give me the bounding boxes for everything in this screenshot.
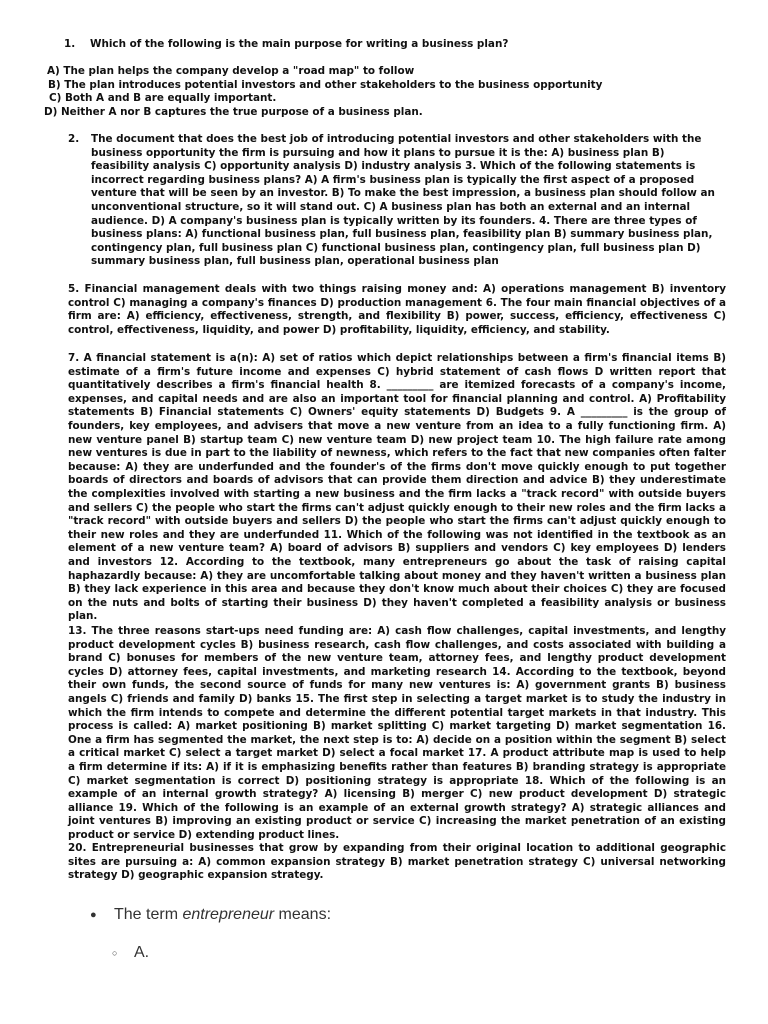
bullet-text-after: means:: [274, 906, 332, 923]
question-1-options: [44, 65, 602, 119]
question-2: [66, 133, 726, 269]
question-1: [64, 38, 508, 51]
question-number: 2.: [68, 133, 80, 145]
paragraph-q13: 13. The three reasons start-ups need funding are: A) cash flow challenges, capital investments, and lengthy product development cycles B) business research, cash flow challenges, and costs associated with building a brand C) bonuses for members of the new venture team, attorney fees, and lengthy product development cycles D) attorney fees, capital investments, and marketing research 14. According to the textbook, beyond their own funds, the second source of funds for many new ventures is: A) government grants B) business angels C) friends and family D) banks 15. The first step in selecting a target market is to study the industry in which the firm intends to compete and determine the different potential target markets in that industry. This process is called: A) market positioning B) market splitting C) market targeting D) market segmentation 16. One a firm has segmented the market, the next step is to: A) decide on a position within the segment B) select a critical market C) select a target market D) select a focal market 17. A product attribute map is used to help a firm determine if its: A) if it is emphasizing benefits rather than features B) branding strategy is appropriate C) market segmentation is correct D) positioning strategy is appropriate 18. Which of the following is an example of an internal growth strategy? A) licensing B) merger C) new product development D) strategic alliance 19. Which of the following is an example of an external growth strategy? A) strategic alliances and joint ventures B) improving an existing product or service C) increasing the market penetration of an existing product or service D) extending product lines.: [68, 625, 726, 841]
sub-bullet-item: [112, 944, 149, 962]
option-a: A) The plan helps the company develop a "road map" to follow: [47, 65, 415, 77]
question-text: Which of the following is the main purpose for writing a business plan?: [90, 38, 509, 50]
question-text: The document that does the best job of introducing potential investors and other stakeholders with the business opportunity the firm is pursuing and how it plans to pursue it is the: A) business plan B) feasibility analysis C) opportunity analysis D) industry analysis 3. Which of the following statements is incorrect regarding business plans? A) A firm's business plan is typically the first aspect of a proposed venture that will be seen by an investor. B) To make the best impression, a business plan should follow an unconventional structure, so it will stand out. C) A business plan has both an external and an internal audience. D) A company's business plan is typically written by its founders. 4. There are three types of business plans: A) functional business plan, full business plan, feasibility plan B) summary business plan, contingency plan, full business plan C) functional business plan, contingency plan, full business plan D) summary business plan, full business plan, operational business plan: [91, 133, 715, 268]
sub-bullet-text: A.: [134, 944, 150, 961]
bullet-dot-icon: ●: [90, 908, 97, 921]
paragraph-q7: 7. A financial statement is a(n): A) set of ratios which depict relationships between a firm's financial items B) estimate of a firm's future income and expenses C) hybrid statement of cash flows D written report that quantitatively describes a firm's financial health 8. _________ are itemized forecasts of a company's income, expenses, and capital needs and are also an important tool for financial planning and control. A) Profitability statements B) Financial statements C) Owners' equity statements D) Budgets 9. A _________ is the group of founders, key employees, and advisers that move a new venture from an idea to a fully functioning firm. A) new venture panel B) startup team C) new venture team D) new project team 10. The high failure rate among new ventures is due in part to the liability of newness, which refers to the fact that new companies often falter because: A) they are underfunded and the founder's of the firms don't move quickly enough to put together boards of directors and boards of advisors that can provide them direction and advice B) they underestimate the complexities involved with starting a new business and the firm lacks a "track record" with outside buyers and sellers C) the people who start the firms can't adjust quickly enough to their new roles and the firm lacks a "track record" with outside buyers and sellers D) the people who start the firms can't adjust quickly enough to their new roles and they are underfunded 11. Which of the following was not identified in the textbook as an element of a new venture team? A) board of advisors B) suppliers and vendors C) key employees D) lenders and investors 12. According to the textbook, many entrepreneurs go about the task of raising capital haphazardly because: A) they are uncomfortable talking about money and they haven't written a business plan B) they lack experience in this area and because they don't know much about their choices C) they are focused on the nuts and bolts of starting their business D) they haven't completed a feasibility analysis or business plan.: [68, 352, 726, 623]
bullet-item: [90, 906, 331, 924]
option-c: C) Both A and B are equally important.: [49, 92, 277, 105]
bullet-text-before: The term: [114, 906, 183, 923]
option-b: B) The plan introduces potential investors and other stakeholders to the business opportunity: [48, 78, 603, 91]
paragraph-q5: 5. Financial management deals with two things raising money and: A) operations management B) inventory control C) managing a company's finances D) production management 6. The four main financial objectives of a firm are: A) efficiency, effectiveness, strength, and flexibility B) power, success, efficiency, effectiveness C) control, effectiveness, liquidity, and power D) profitability, liquidity, efficiency, and stability.: [68, 283, 726, 336]
question-number: 1.: [64, 38, 76, 50]
option-d: D) Neither A nor B captures the true purpose of a business plan.: [44, 105, 423, 118]
paragraph-q20: 20. Entrepreneurial businesses that grow by expanding from their original location to additional geographic sites are pursuing a: A) common expansion strategy B) market penetration strategy C) universal networking strategy D) geographic expansion strategy.: [68, 842, 726, 882]
hollow-circle-icon: ○: [112, 947, 118, 958]
bullet-emphasis: entrepreneur: [182, 906, 275, 923]
